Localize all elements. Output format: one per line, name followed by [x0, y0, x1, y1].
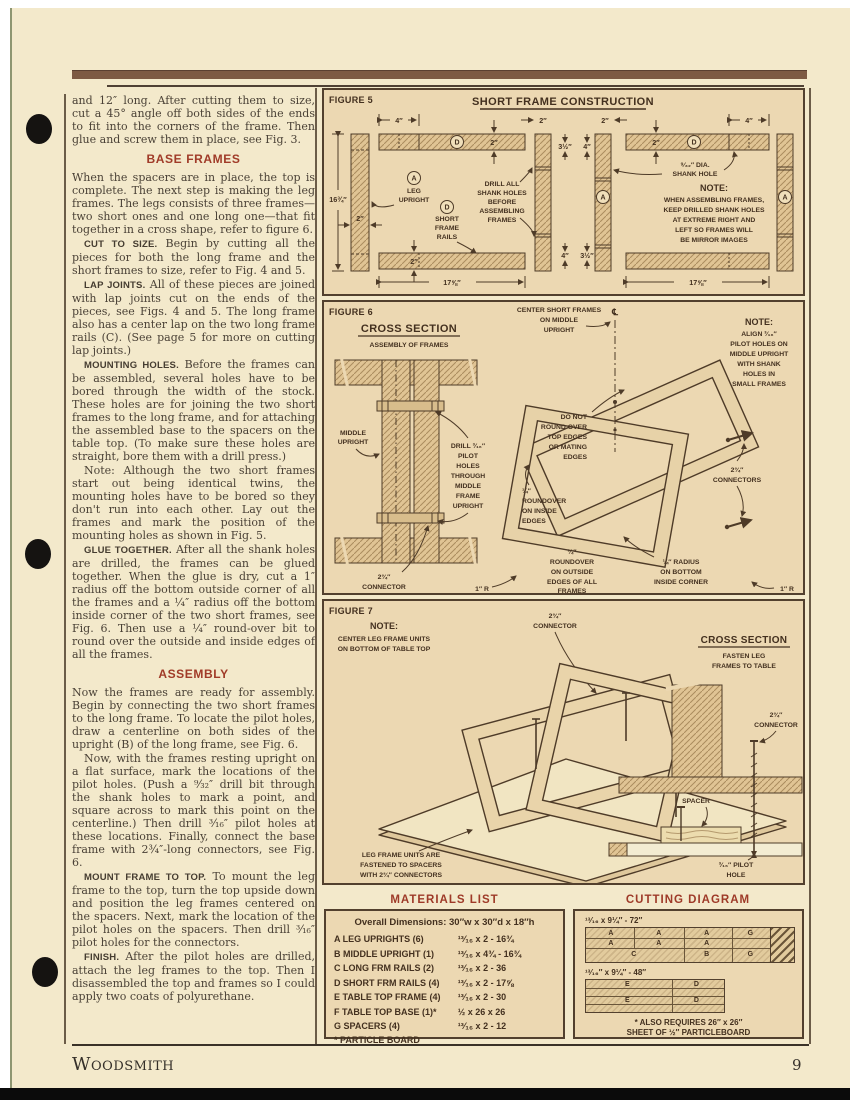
board-cell: E — [625, 996, 630, 1004]
cutting-board-48in — [585, 979, 725, 1013]
magazine-page — [10, 8, 850, 1100]
body-text: All of these pieces are joined with lap joints cut on the ends of the pieces, see Figs. 4 and 5. The long frame also has a center lap on the two long frame rails (C). (See page 5 for more on cutting lap joints.) — [72, 278, 316, 357]
drill-pilot-label: MIDDLE — [454, 483, 482, 490]
scan-bottom-bar — [0, 1088, 850, 1100]
part-letter-d: D — [454, 139, 460, 147]
board-cell: A — [608, 929, 614, 937]
board-cell: G — [747, 929, 754, 937]
center-short-frames-label: CENTER SHORT FRAMES — [516, 307, 602, 314]
connector-label: CONNECTOR — [362, 584, 406, 591]
connectors-label: 2¾″ — [730, 467, 744, 474]
board-cell: C — [631, 951, 637, 958]
left-column-rule — [64, 94, 66, 1044]
board-cell: B — [704, 951, 710, 958]
paragraph-lead: MOUNT FRAME TO TOP. — [84, 872, 207, 883]
paragraph — [72, 237, 315, 277]
body-text: To mount the leg frame to the top, turn the top upside down and position the leg frames centered on the spacers. Next, mark the location of the pilot holes on the spacers. Then drill ³⁄₁₆″ pilot holes for the connectors. — [72, 870, 315, 949]
top-thin-rule — [107, 85, 804, 87]
materials-row — [334, 961, 555, 976]
dim-3-1-2: 3½″ — [580, 251, 594, 260]
cutting-note — [575, 1018, 802, 1039]
materials-list-title: MATERIALS LIST — [390, 894, 499, 906]
roundover-outside-label: ¼″ — [567, 549, 577, 556]
part-name: F TABLE TOP BASE (1)* — [334, 1006, 437, 1017]
connector-top-label: 2¾″ — [548, 613, 562, 620]
radius-1in-label: 1″ R — [780, 586, 794, 593]
drill-note: FRAMES — [487, 217, 517, 224]
dim-2in: 2″ — [601, 116, 609, 125]
materials-row — [334, 1005, 555, 1020]
drill-pilot-label: HOLES — [456, 463, 480, 470]
drill-pilot-label: UPRIGHT — [452, 503, 484, 510]
materials-row — [334, 1019, 555, 1034]
short-frame-rails-label: RAILS — [436, 234, 458, 241]
short-frame-rails-label: SHORT — [435, 216, 459, 223]
figure-6-note-title: NOTE: — [745, 317, 773, 327]
figure-7-note: CENTER LEG FRAME UNITS — [337, 636, 431, 643]
dim-16-3-4: 16¾″ — [329, 195, 347, 204]
part-letter-d: D — [691, 139, 697, 147]
roundover-outside-label: FRAMES — [557, 588, 587, 593]
roundover-outside-label: ROUNDOVER — [549, 559, 595, 566]
right-margin-rule — [809, 88, 811, 1044]
fastened-label: LEG FRAME UNITS ARE — [361, 852, 441, 859]
part-name: G SPACERS (4) — [334, 1021, 400, 1032]
figure-7-note: ON BOTTOM OF TABLE TOP — [337, 646, 431, 653]
figure-5-note: LEFT SO FRAMES WILL — [675, 227, 753, 234]
paragraph-lead: LAP JOINTS. — [84, 280, 146, 291]
part-size: ½ x 26 x 26 — [457, 1006, 506, 1017]
waste-hatch — [770, 928, 794, 962]
do-not-round-label: TOP EDGES — [547, 434, 587, 441]
cross-section-title: CROSS SECTION — [700, 635, 788, 646]
figure-6-note: HOLES IN — [742, 371, 776, 378]
shank-hole-label: ⁹⁄₃₂″ DIA. — [680, 162, 710, 169]
drill-note: BEFORE — [487, 199, 517, 206]
roundover-inside-label: ROUNDOVER — [522, 498, 567, 505]
radius-bottom-label: ON BOTTOM — [660, 569, 702, 576]
do-not-round-label: DO NOT — [560, 414, 587, 421]
materials-row — [334, 932, 555, 947]
figure-5-note-title: NOTE: — [700, 183, 728, 193]
drill-note: ASSEMBLING — [479, 208, 525, 215]
binding-hole-top — [26, 114, 52, 144]
figure-6-note: SMALL FRAMES — [732, 381, 786, 388]
body-text: After the pilot holes are drilled, attach the leg frames to the top. Then I disassembled the top and frames so I could apply two coats of polyurethane. — [72, 950, 315, 1003]
dim-4in: 4″ — [395, 116, 403, 125]
overall-dimensions: Overall Dimensions: 30″w x 30″d x 18″h — [354, 917, 535, 928]
spacer-label: SPACER — [682, 798, 710, 805]
figure-6-note: PILOT HOLES ON — [730, 341, 788, 348]
board2-label: ¹³⁄₁₆″ x 9¼″ - 48″ — [585, 968, 647, 977]
shank-hole-label: SHANK HOLE — [672, 171, 718, 178]
materials-footnote: * PARTICLE BOARD — [334, 1034, 420, 1045]
figure-5-note: KEEP DRILLED SHANK HOLES — [663, 207, 765, 214]
part-size: ¹³⁄₁₆ x 2 - 17⅝ — [457, 977, 514, 988]
connector-label: 2¾″ — [377, 574, 391, 581]
roundover-inside-label: ON INSIDE — [522, 508, 557, 515]
paragraph — [72, 870, 315, 949]
leg-upright-label: UPRIGHT — [398, 197, 430, 204]
roundover-outside-label: ON OUTSIDE — [550, 569, 594, 576]
body-text: When the spacers are in place, the top is complete. The next step is making the leg frames. The legs consists of three frames—two short ones and one long one—that fit together in a cross shape, refer to figure 6. — [72, 171, 315, 236]
part-name: C LONG FRM RAILS (2) — [334, 963, 434, 974]
part-name: E TABLE TOP FRAME (4) — [334, 992, 441, 1003]
body-text: Now the frames are ready for assembly. Begin by connecting the two short frames to the long frame. To locate the pilot holes, draw a centerline on both sides of the upright (B) of the long frame, see Fig. 6. — [72, 686, 315, 751]
figure-5-drawing — [324, 90, 803, 294]
part-letter-a: A — [600, 194, 606, 202]
body-text: Note: Although the two short frames start out being identical twins, the mounting holes have to be bored so they don't run into each other. Lay out the frames and mark the position of the mounting holes as shown in Fig. 5. — [72, 464, 315, 542]
materials-row — [334, 947, 555, 962]
connector-right-label: 2¾″ — [769, 712, 783, 719]
part-name: A LEG UPRIGHTS (6) — [334, 934, 424, 945]
magazine-brand: Woodsmith — [72, 1054, 175, 1075]
middle-upright-label: MIDDLE — [339, 430, 367, 437]
top-brown-bar — [72, 70, 807, 79]
page-number: 9 — [792, 1056, 802, 1074]
paragraph-lead: FINISH. — [84, 952, 120, 963]
do-not-round-label: EDGES — [563, 454, 587, 461]
binding-hole-bottom — [32, 957, 58, 987]
section-heading-assembly: ASSEMBLY — [158, 667, 229, 681]
figure-5-note: BE MIRROR IMAGES — [680, 237, 748, 244]
figure-6-label: FIGURE 6 — [329, 307, 373, 317]
drill-pilot-label: DRILL ³⁄₁₆″ — [450, 443, 486, 450]
article-column — [72, 94, 315, 1004]
part-letter-a: A — [782, 194, 788, 202]
figure-6-note: ALIGN ³⁄₁₆″ — [741, 331, 777, 338]
connectors-label: CONNECTORS — [712, 477, 762, 484]
cross-section-subtitle: FRAMES TO TABLE — [712, 663, 776, 670]
body-text: and 12″ long. After cutting them to size, cut a 45° angle off both sides of the ends to fit into the corners of the frame. Then glue and screw them in place, see Fig. 3. — [72, 94, 315, 146]
fastened-label: FASTENED TO SPACERS — [360, 862, 442, 869]
cutting-diagram-title: CUTTING DIAGRAM — [625, 894, 751, 906]
materials-row — [334, 990, 555, 1005]
dim-17-5-8: 17⅝″ — [689, 278, 707, 287]
center-short-frames-label: ON MIDDLE — [539, 317, 579, 324]
paragraph-lead: GLUE TOGETHER. — [84, 545, 172, 556]
figure-6-note: MIDDLE UPRIGHT — [729, 351, 789, 358]
paragraph — [72, 94, 315, 146]
dim-17-5-8: 17⅝″ — [443, 278, 461, 287]
radius-1in-label: 1″ R — [475, 586, 489, 593]
short-frame-rails-label: FRAME — [434, 225, 460, 232]
part-letter-a: A — [411, 175, 417, 183]
body-text: After all the shank holes are drilled, the frames can be glued together. When the glue is dry, cut a 1″ radius off the bottom outside corner of all the frames and a ¼″ radius off the bottom inside corner of the two short frames, see Fig. 6. Then use a ¼″ round-over bit to round over the outside and inside edges of all the frames. — [72, 543, 315, 661]
figure-5-note: WHEN ASSEMBLING FRAMES, — [663, 197, 765, 204]
figure-6-panel — [322, 300, 805, 595]
part-size: ¹³⁄₁₆ x 2 - 12 — [457, 1021, 507, 1032]
pilot-hole-label: HOLE — [726, 872, 746, 879]
board-cell: D — [693, 996, 699, 1004]
cutting-diagram-box — [573, 909, 804, 1039]
radius-bottom-label: INSIDE CORNER — [653, 579, 709, 586]
binding-hole-middle — [25, 539, 51, 569]
paragraph — [72, 358, 315, 463]
drill-note: SHANK HOLES — [477, 190, 527, 197]
board-cell: A — [656, 939, 662, 947]
paragraph — [72, 171, 315, 236]
cutting-note-line: * ALSO REQUIRES 26″ x 26″ — [634, 1018, 743, 1027]
center-short-frames-label: UPRIGHT — [543, 327, 575, 334]
dim-2in: 2″ — [490, 138, 498, 147]
connector-top-label: CONNECTOR — [533, 623, 577, 630]
figure-6-drawing — [324, 302, 803, 593]
part-size: ¹³⁄₁₆ x 4¾ - 16¾ — [457, 948, 522, 959]
leg-upright-label: LEG — [407, 188, 421, 195]
cross-section-subtitle: FASTEN LEG — [722, 653, 766, 660]
figure-7-note-title: NOTE: — [370, 621, 398, 631]
part-size: ¹³⁄₁₆ x 2 - 16¾ — [457, 934, 514, 945]
roundover-inside-label: ¼″ — [522, 488, 531, 495]
dim-3-1-2: 3½″ — [558, 142, 572, 151]
drill-pilot-label: PILOT — [457, 453, 479, 460]
part-letter-d: D — [444, 204, 450, 212]
figure-7-drawing — [324, 601, 803, 883]
board-cell: E — [625, 980, 630, 988]
do-not-round-label: OR MATING — [548, 444, 587, 451]
paragraph — [72, 950, 315, 1003]
middle-upright-label: UPRIGHT — [337, 439, 369, 446]
paragraph-lead: MOUNTING HOLES. — [84, 360, 179, 371]
drill-pilot-label: FRAME — [455, 493, 481, 500]
drill-pilot-label: THROUGH — [450, 473, 486, 480]
figure-5-panel — [322, 88, 805, 296]
board-cell: A — [704, 939, 710, 947]
part-name: B MIDDLE UPRIGHT (1) — [334, 948, 434, 959]
body-text: Begin by cutting all the pieces for both the long frame and the short frames to size, refer to Fig. 4 and 5. — [72, 237, 315, 277]
roundover-inside-label: EDGES — [522, 518, 546, 525]
fastened-label: WITH 2¾″ CONNECTORS — [359, 872, 443, 879]
footer-rule — [72, 1044, 809, 1046]
figure-5-label: FIGURE 5 — [329, 95, 373, 105]
figure-5-title: SHORT FRAME CONSTRUCTION — [472, 96, 654, 108]
paragraph-lead: CUT TO SIZE. — [84, 239, 158, 250]
dim-2in: 2″ — [539, 116, 547, 125]
paragraph — [72, 543, 315, 661]
pilot-hole-label: ³⁄₁₆″ PILOT — [718, 862, 754, 869]
board-cell: D — [693, 980, 699, 988]
cross-section-subtitle: ASSEMBLY OF FRAMES — [369, 342, 449, 349]
board-cell: A — [656, 929, 662, 937]
dim-4in: 4″ — [745, 116, 753, 125]
materials-list-box — [324, 909, 565, 1045]
figure-6-note: WITH SHANK — [737, 361, 781, 368]
figure-7-label: FIGURE 7 — [329, 606, 373, 616]
cutting-board-72in — [585, 927, 795, 963]
figure-7-panel — [322, 599, 805, 885]
centerline-symbol: ℄ — [612, 307, 618, 317]
roundover-outside-label: EDGES OF ALL — [547, 579, 597, 586]
figure-5-note: AT EXTREME RIGHT AND — [672, 217, 756, 224]
paragraph — [72, 686, 315, 751]
dim-4in: 4″ — [561, 251, 569, 260]
column-divider-rule — [315, 88, 317, 1044]
paragraph — [72, 278, 315, 357]
radius-bottom-label: ¼″ RADIUS — [662, 559, 700, 566]
dim-4in: 4″ — [583, 142, 591, 151]
drill-note: DRILL ALL — [484, 181, 520, 188]
section-heading-base-frames: BASE FRAMES — [146, 152, 241, 166]
body-text: Now, with the frames resting upright on a flat surface, mark the locations of the pilot holes. (Push a ⁹⁄₃₂″ drill bit through the shank holes to mark a point, and square across to mark this point on the centerline.) Then drill ³⁄₁₆″ pilot holes at these locations. Finally, connect the base frame with 2¾″-long connectors, see Fig. 6. — [72, 752, 315, 869]
paragraph — [72, 464, 315, 542]
body-text: Before the frames can be assembled, several holes have to be bored through the width of the stock. These holes are for joining the two short frames to the long frame, and for attaching the assembled base to the spacers on the table top. (To make sure these holes are straight, bore them with a drill press.) — [72, 358, 315, 463]
dim-2in: 2″ — [410, 257, 418, 266]
dim-2in: 2″ — [652, 138, 660, 147]
materials-row — [334, 976, 555, 991]
cutting-note-line: SHEET OF ½″ PARTICLEBOARD — [626, 1028, 751, 1038]
part-size: ¹³⁄₁₆ x 2 - 36 — [457, 963, 507, 974]
board-cell: A — [704, 929, 710, 937]
board-cell: G — [747, 951, 754, 958]
dim-2in: 2″ — [356, 214, 364, 223]
part-size: ¹³⁄₁₆ x 2 - 30 — [457, 992, 507, 1003]
board-cell: A — [608, 939, 614, 947]
do-not-round-label: ROUND OVER — [540, 424, 587, 431]
part-name: D SHORT FRM RAILS (4) — [334, 977, 440, 988]
paragraph — [72, 752, 315, 869]
board1-label: ¹³⁄₁₆ x 9¼″ - 72″ — [585, 916, 643, 925]
cross-section-title: CROSS SECTION — [360, 323, 458, 335]
connector-right-label: CONNECTOR — [754, 722, 798, 729]
